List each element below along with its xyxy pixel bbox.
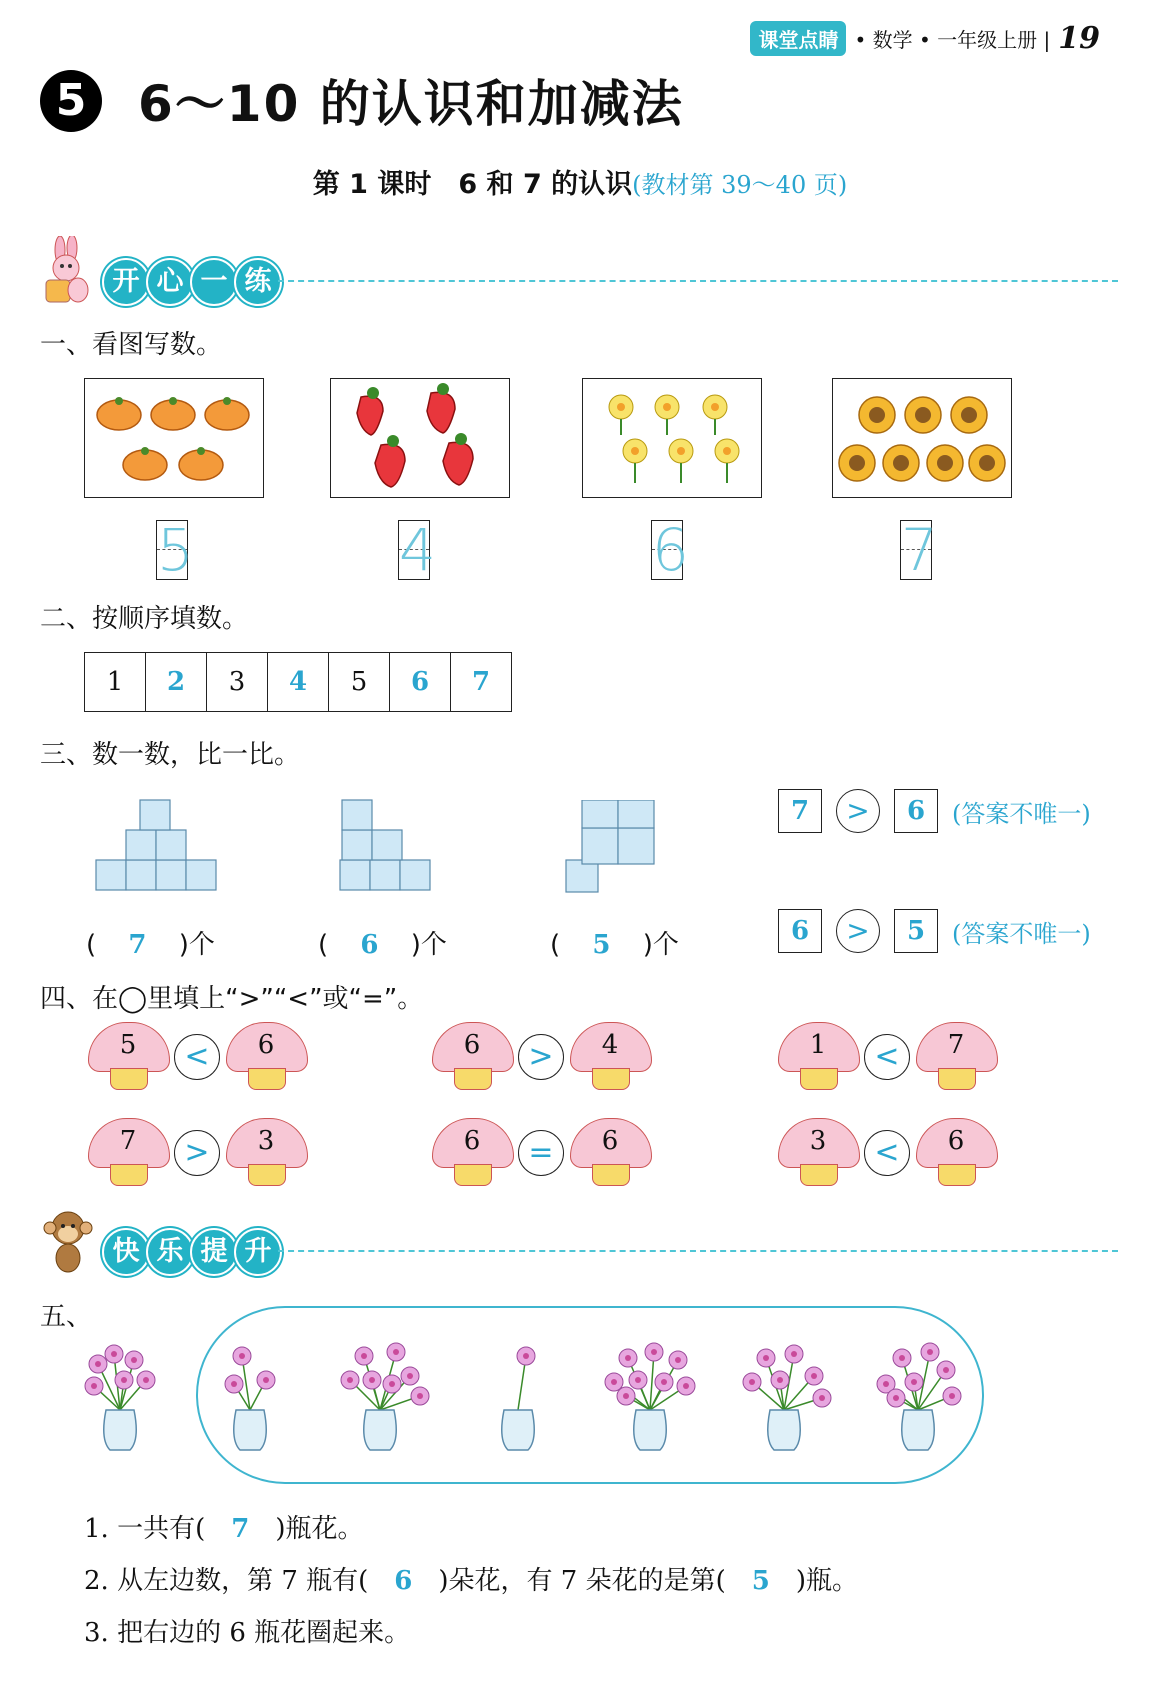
compare-left: 6	[778, 909, 822, 953]
banner-char: 乐	[146, 1228, 194, 1276]
sequence-cell-answer: 6	[390, 653, 451, 711]
banner-char: 升	[234, 1228, 282, 1276]
count-unit: )个	[410, 930, 447, 960]
mushroom-icon	[88, 1022, 168, 1092]
mushroom-number: 1	[809, 1030, 827, 1060]
vase-icon	[605, 1343, 695, 1450]
picture-strawberries	[330, 378, 510, 498]
mushroom-number: 6	[257, 1030, 275, 1060]
mushroom-icon	[226, 1118, 306, 1188]
paren-open: (	[86, 930, 97, 960]
mushroom-number: 6	[601, 1126, 619, 1156]
mushroom-number: 6	[463, 1030, 481, 1060]
line-text: 2. 从左边数，第 7 瓶有(	[84, 1566, 369, 1596]
mushroom-icon	[916, 1118, 996, 1188]
line-text: 1. 一共有(	[84, 1514, 206, 1544]
mushroom-icon	[916, 1022, 996, 1092]
daisy-flower-icon	[583, 379, 761, 497]
paren-open: (	[318, 930, 329, 960]
banner-char: 快	[102, 1228, 150, 1276]
comparison-row-2	[778, 909, 1091, 953]
mushroom-icon	[226, 1022, 306, 1092]
dashed-divider	[278, 280, 1118, 282]
mushroom-icon	[88, 1118, 168, 1188]
mushroom-number: 3	[257, 1126, 275, 1156]
sequence-cell-answer: 2	[146, 653, 207, 711]
compare-item	[778, 1022, 996, 1092]
sequence-cell-answer: 4	[268, 653, 329, 711]
dashed-divider	[278, 1250, 1118, 1252]
compare-item	[88, 1118, 306, 1188]
vase-icon	[502, 1347, 535, 1450]
count-answer-2	[318, 924, 447, 961]
page-header	[750, 18, 1100, 58]
answer-digit: 5	[157, 516, 194, 584]
line-text: )瓶花。	[275, 1514, 364, 1544]
compare-left: 7	[778, 789, 822, 833]
operator-circle: >	[518, 1034, 564, 1080]
banner-char: 提	[190, 1228, 238, 1276]
q1-heading: 一、看图写数。	[40, 330, 223, 360]
lesson-label: 第 1 课时 6 和 7 的认识	[312, 169, 633, 200]
q4-heading: 四、在◯里填上“>”“<”或“=”。	[40, 984, 424, 1014]
q3-heading: 三、数一数，比一比。	[40, 740, 301, 770]
count-value: 5	[592, 930, 611, 960]
answer-note: (答案不唯一)	[952, 919, 1091, 948]
vase-icon	[225, 1347, 275, 1450]
count-answer-1	[86, 924, 215, 961]
compare-item	[432, 1118, 650, 1188]
picture-flowers	[582, 378, 762, 498]
compare-item	[432, 1022, 650, 1092]
banner-char: 练	[234, 258, 282, 306]
line-text: )朵花，有 7 朵花的是第(	[438, 1566, 726, 1596]
monkey-mascot-icon	[38, 1206, 100, 1276]
unit-number-badge: 5	[40, 70, 102, 132]
mushroom-number: 5	[119, 1030, 137, 1060]
count-unit: )个	[642, 930, 679, 960]
banner-char: 一	[190, 258, 238, 306]
header-subject: • 数学 • 一年级上册 |	[854, 27, 1051, 52]
sequence-cell: 3	[207, 653, 268, 711]
header-badge: 课堂点睛	[750, 21, 846, 56]
cube-stack-7-icon	[90, 790, 230, 900]
operator-circle: <	[864, 1034, 910, 1080]
answer-writing-box	[398, 516, 436, 584]
q5-line-1	[84, 1508, 363, 1545]
compare-right: 6	[894, 789, 938, 833]
banner-char: 开	[102, 258, 150, 306]
answer-digit: 7	[901, 516, 938, 584]
compare-item	[778, 1118, 996, 1188]
picture-persimmons	[84, 378, 264, 498]
mushroom-icon	[778, 1118, 858, 1188]
sunflower-icon	[833, 379, 1011, 497]
section-banner-improve	[38, 1206, 1118, 1276]
answer-writing-box	[900, 516, 938, 584]
answer-digit: 6	[652, 516, 689, 584]
count-answer-3	[550, 924, 679, 961]
mushroom-number: 6	[947, 1126, 965, 1156]
mushroom-icon	[778, 1022, 858, 1092]
persimmon-icon	[85, 379, 263, 497]
mushroom-icon	[570, 1118, 650, 1188]
operator-circle: >	[174, 1130, 220, 1176]
flower-vases-row	[84, 1340, 984, 1460]
line-text: )瓶。	[795, 1566, 858, 1596]
q5-line-3: 3. 把右边的 6 瓶花圈起来。	[84, 1618, 411, 1648]
answer-value: 5	[751, 1566, 770, 1596]
count-value: 7	[128, 930, 147, 960]
operator-circle: <	[864, 1130, 910, 1176]
vase-icon	[743, 1345, 831, 1450]
number-sequence	[84, 652, 512, 712]
strawberry-icon	[331, 379, 509, 497]
mushroom-icon	[570, 1022, 650, 1092]
cube-stack-5-icon	[562, 800, 672, 900]
answer-note: (答案不唯一)	[952, 799, 1091, 828]
compare-item	[88, 1022, 306, 1092]
banner-char: 心	[146, 258, 194, 306]
mushroom-icon	[432, 1118, 512, 1188]
comparison-row-1	[778, 789, 1091, 833]
mushroom-number: 3	[809, 1126, 827, 1156]
picture-sunflowers	[832, 378, 1012, 498]
page-number: 19	[1058, 20, 1100, 56]
q5-line-2	[84, 1560, 858, 1597]
answer-digit: 4	[399, 516, 436, 584]
compare-operator: >	[836, 909, 880, 953]
cube-stack-6-icon	[320, 780, 450, 900]
answer-value: 6	[394, 1566, 413, 1596]
sequence-cell-answer: 7	[471, 667, 491, 697]
count-value: 6	[360, 930, 379, 960]
answer-writing-box	[156, 516, 194, 584]
answer-value: 7	[231, 1514, 250, 1544]
mushroom-number: 6	[463, 1126, 481, 1156]
vase-icon	[341, 1343, 429, 1450]
lesson-title	[0, 162, 1160, 201]
operator-circle: <	[174, 1034, 220, 1080]
rabbit-mascot-icon	[38, 236, 100, 306]
mushroom-number: 4	[601, 1030, 619, 1060]
compare-right: 5	[894, 909, 938, 953]
q5-heading: 五、	[40, 1302, 93, 1332]
vase-icon	[85, 1345, 155, 1450]
sequence-cell: 1	[85, 653, 146, 711]
mushroom-icon	[432, 1022, 512, 1092]
vase-icon	[877, 1343, 961, 1450]
operator-circle: =	[518, 1130, 564, 1176]
mushroom-number: 7	[119, 1126, 137, 1156]
sequence-cell: 5	[329, 653, 390, 711]
q2-heading: 二、按顺序填数。	[40, 604, 249, 634]
answer-writing-box	[651, 516, 689, 584]
paren-open: (	[550, 930, 561, 960]
unit-title: 6～10 的认识和加减法	[138, 75, 684, 133]
count-unit: )个	[178, 930, 215, 960]
mushroom-number: 7	[947, 1030, 965, 1060]
lesson-reference: (教材第 39～40 页)	[632, 171, 848, 199]
section-banner-practice	[38, 236, 1118, 306]
compare-operator: >	[836, 789, 880, 833]
